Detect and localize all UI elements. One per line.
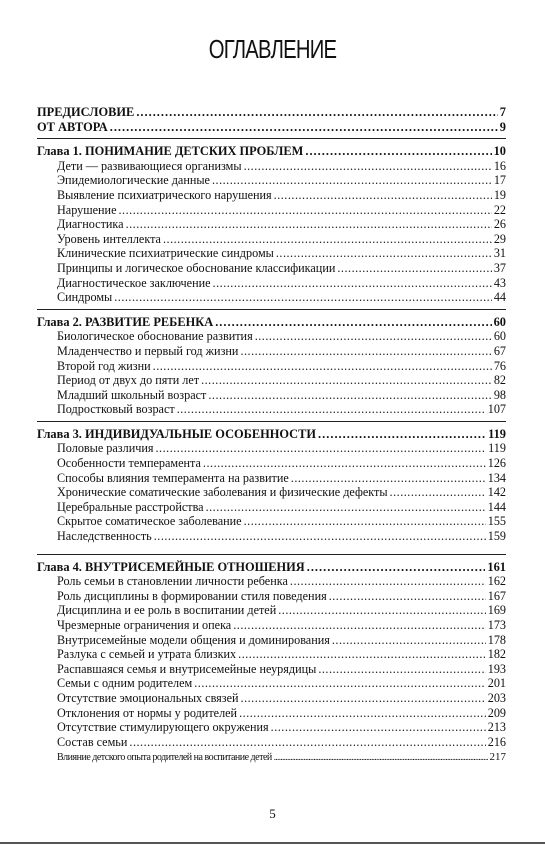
section-entry xyxy=(37,217,506,232)
section-entry xyxy=(37,373,506,388)
dot-leader xyxy=(241,691,486,706)
section-entry xyxy=(37,647,506,662)
dot-leader xyxy=(240,344,491,359)
dot-leader xyxy=(177,402,486,417)
section-entry xyxy=(37,749,506,766)
entry-page-number: 119 xyxy=(488,441,506,456)
dot-leader xyxy=(274,188,492,203)
entry-title: Семьи с одним родителем xyxy=(57,676,193,691)
dot-leader xyxy=(194,676,485,691)
entry-page-number: 142 xyxy=(487,485,506,500)
dot-leader xyxy=(390,485,486,500)
entry-title: Скрытое соматическое заболевание xyxy=(57,514,242,529)
entry-title: Дисциплина и ее роль в воспитании детей xyxy=(57,603,277,618)
section-entry xyxy=(37,574,506,589)
section-entry xyxy=(37,471,506,486)
spacer xyxy=(37,544,506,550)
entry-page-number: 126 xyxy=(487,456,506,471)
dot-leader xyxy=(239,706,486,721)
entry-title: Глава 2. РАЗВИТИЕ РЕБЕНКА xyxy=(37,314,214,329)
entry-title: ОТ АВТОРА xyxy=(37,119,108,134)
entry-title: Уровень интеллекта xyxy=(57,231,161,246)
entry-title: Глава 1. ПОНИМАНИЕ ДЕТСКИХ ПРОБЛЕМ xyxy=(37,144,304,159)
chapter-divider xyxy=(37,554,506,555)
entry-page-number: 98 xyxy=(493,387,506,402)
dot-leader xyxy=(305,144,491,159)
section-entry xyxy=(37,618,506,633)
page-title: ОГЛАВЛЕНИЕ xyxy=(208,34,337,64)
entry-page-number: 213 xyxy=(487,720,506,735)
entry-title: Второй год жизни xyxy=(57,358,151,373)
entry-page-number: 203 xyxy=(487,690,506,705)
entry-title: Особенности темперамента xyxy=(57,456,201,471)
section-entry xyxy=(37,529,506,544)
entry-page-number: 17 xyxy=(493,173,506,188)
entry-title: Синдромы xyxy=(57,290,113,305)
dot-leader xyxy=(271,720,486,735)
front-matter-entry xyxy=(37,120,506,135)
chapter-heading xyxy=(37,144,506,159)
dot-leader xyxy=(110,120,498,135)
entry-page-number: 107 xyxy=(487,402,506,417)
dot-leader xyxy=(114,290,492,305)
entry-title: Состав семьи xyxy=(57,734,128,749)
section-entry xyxy=(37,456,506,471)
section-entry xyxy=(37,402,506,417)
entry-title: Отсутствие эмоциональных связей xyxy=(57,690,239,705)
entry-title: ПРЕДИСЛОВИЕ xyxy=(37,105,135,119)
entry-title: Разлука с семьей и утрата близких xyxy=(57,647,237,662)
table-of-contents xyxy=(37,105,506,766)
front-matter-entry xyxy=(37,105,506,120)
entry-title: Младший школьный возраст xyxy=(57,387,207,402)
entry-title: Эпидемиологические данные xyxy=(57,173,210,188)
entry-page-number: 134 xyxy=(487,470,506,485)
entry-page-number: 67 xyxy=(493,343,506,358)
dot-leader xyxy=(126,217,492,232)
dot-leader xyxy=(255,329,492,344)
dot-leader xyxy=(201,373,492,388)
dot-leader xyxy=(129,735,485,750)
dot-leader xyxy=(203,456,486,471)
entry-title: Способы влияния темперамента на развитие xyxy=(57,470,289,485)
dot-leader xyxy=(318,427,486,442)
dot-leader xyxy=(215,315,491,330)
entry-page-number: 167 xyxy=(487,588,506,603)
entry-page-number: 216 xyxy=(487,734,506,749)
dot-leader xyxy=(119,203,492,218)
section-entry xyxy=(37,173,506,188)
entry-page-number: 162 xyxy=(487,574,506,589)
chapter-heading xyxy=(37,315,506,330)
page-bottom-edge xyxy=(0,842,545,844)
dot-leader xyxy=(233,618,486,633)
section-entry xyxy=(37,514,506,529)
section-entry xyxy=(37,720,506,735)
section-entry xyxy=(37,485,506,500)
section-entry xyxy=(37,344,506,359)
dot-leader xyxy=(332,633,486,648)
section-entry xyxy=(37,633,506,648)
entry-title: Отсутствие стимулирующего окружения xyxy=(57,720,269,735)
dot-leader xyxy=(154,529,486,544)
section-entry xyxy=(37,203,506,218)
entry-title: Диагностика xyxy=(57,217,124,232)
entry-title: Глава 3. ИНДИВИДУАЛЬНЫЕ ОСОБЕННОСТИ xyxy=(37,426,317,441)
entry-page-number: 155 xyxy=(487,514,506,529)
entry-page-number: 159 xyxy=(487,529,506,544)
entry-page-number: 60 xyxy=(493,314,506,329)
entry-title: Распавшаяся семья и внутрисемейные неурядицы xyxy=(57,661,317,676)
entry-page-number: 9 xyxy=(499,119,506,134)
section-entry xyxy=(37,388,506,403)
entry-title: Отклонения от нормы у родителей xyxy=(57,705,238,720)
entry-page-number: 26 xyxy=(493,217,506,232)
entry-page-number: 37 xyxy=(493,260,506,275)
chapter-divider xyxy=(37,309,506,310)
dot-leader xyxy=(208,388,491,403)
section-entry xyxy=(37,276,506,291)
section-entry xyxy=(37,500,506,515)
section-entry xyxy=(37,662,506,677)
section-entry xyxy=(37,691,506,706)
entry-title: Чрезмерные ограничения и опека xyxy=(57,618,232,632)
section-entry xyxy=(37,329,506,344)
entry-page-number: 173 xyxy=(487,618,506,632)
chapter-heading xyxy=(37,560,506,575)
entry-title: Клинические психиатрические синдромы xyxy=(57,246,274,261)
section-entry xyxy=(37,290,506,305)
entry-page-number: 178 xyxy=(487,632,506,647)
dot-leader xyxy=(244,159,492,174)
entry-page-number: 193 xyxy=(487,661,506,676)
dot-leader xyxy=(238,647,486,662)
entry-title: Дети — развивающиеся организмы xyxy=(57,158,242,173)
dot-leader xyxy=(136,105,497,120)
dot-leader xyxy=(163,232,492,247)
entry-title: Выявление психиатрического нарушения xyxy=(57,187,272,202)
dot-leader xyxy=(307,560,486,575)
dot-leader xyxy=(318,662,485,677)
entry-page-number: 119 xyxy=(488,426,506,441)
dot-leader xyxy=(274,749,488,765)
entry-title: Биологическое обоснование развития xyxy=(57,329,253,344)
dot-leader xyxy=(278,603,485,618)
section-entry xyxy=(37,676,506,691)
section-entry xyxy=(37,261,506,276)
entry-page-number: 29 xyxy=(493,231,506,246)
section-entry xyxy=(37,706,506,721)
entry-title: Роль семьи в становлении личности ребенка xyxy=(57,574,288,589)
entry-page-number: 144 xyxy=(487,499,506,514)
entry-page-number: 217 xyxy=(489,751,506,764)
chapter-heading xyxy=(37,427,506,442)
dot-leader xyxy=(329,589,486,604)
entry-title: Глава 4. ВНУТРИСЕМЕЙНЫЕ ОТНОШЕНИЯ xyxy=(37,559,305,574)
entry-page-number: 10 xyxy=(493,144,506,159)
section-entry xyxy=(37,246,506,261)
entry-title: Нарушение xyxy=(57,202,117,217)
section-entry xyxy=(37,188,506,203)
page-number: 5 xyxy=(269,806,276,821)
dot-leader xyxy=(213,276,492,291)
entry-title: Влияние детского опыта родителей на воспитание детей xyxy=(57,752,272,764)
section-entry xyxy=(37,232,506,247)
dot-leader xyxy=(337,261,491,276)
entry-title: Младенчество и первый год жизни xyxy=(57,343,239,358)
entry-title: Церебральные расстройства xyxy=(57,499,204,514)
entry-title: Половые различия xyxy=(57,441,154,456)
entry-page-number: 22 xyxy=(493,202,506,217)
dot-leader xyxy=(276,246,492,261)
entry-page-number: 7 xyxy=(499,105,506,119)
entry-page-number: 161 xyxy=(487,559,506,574)
entry-page-number: 201 xyxy=(487,676,506,691)
entry-title: Диагностическое заключение xyxy=(57,275,211,290)
section-entry xyxy=(37,589,506,604)
chapter-divider xyxy=(37,421,506,422)
entry-page-number: 43 xyxy=(493,275,506,290)
entry-title: Период от двух до пяти лет xyxy=(57,373,200,388)
dot-leader xyxy=(291,471,486,486)
entry-title: Наследственность xyxy=(57,529,152,544)
entry-page-number: 44 xyxy=(493,290,506,305)
entry-page-number: 60 xyxy=(493,329,506,344)
section-entry xyxy=(37,441,506,456)
entry-title: Принципы и логическое обоснование классификации xyxy=(57,260,336,275)
dot-leader xyxy=(153,359,492,374)
dot-leader xyxy=(212,173,492,188)
entry-page-number: 76 xyxy=(493,358,506,373)
dot-leader xyxy=(290,574,486,589)
dot-leader xyxy=(156,441,487,456)
dot-leader xyxy=(244,514,486,529)
section-entry xyxy=(37,159,506,174)
entry-title: Хронические соматические заболевания и физические дефекты xyxy=(57,485,388,500)
section-entry xyxy=(37,735,506,750)
entry-page-number: 82 xyxy=(493,373,506,388)
entry-title: Подростковый возраст xyxy=(57,402,175,417)
entry-page-number: 19 xyxy=(493,187,506,202)
entry-page-number: 16 xyxy=(493,158,506,173)
dot-leader xyxy=(206,500,486,515)
entry-page-number: 182 xyxy=(487,647,506,662)
section-entry xyxy=(37,359,506,374)
entry-title: Роль дисциплины в формировании стиля поведения xyxy=(57,588,327,603)
entry-page-number: 31 xyxy=(493,246,506,261)
entry-page-number: 169 xyxy=(487,603,506,618)
entry-page-number: 209 xyxy=(487,705,506,720)
chapter-divider xyxy=(37,138,506,139)
entry-title: Внутрисемейные модели общения и доминирования xyxy=(57,632,330,647)
section-entry xyxy=(37,603,506,618)
